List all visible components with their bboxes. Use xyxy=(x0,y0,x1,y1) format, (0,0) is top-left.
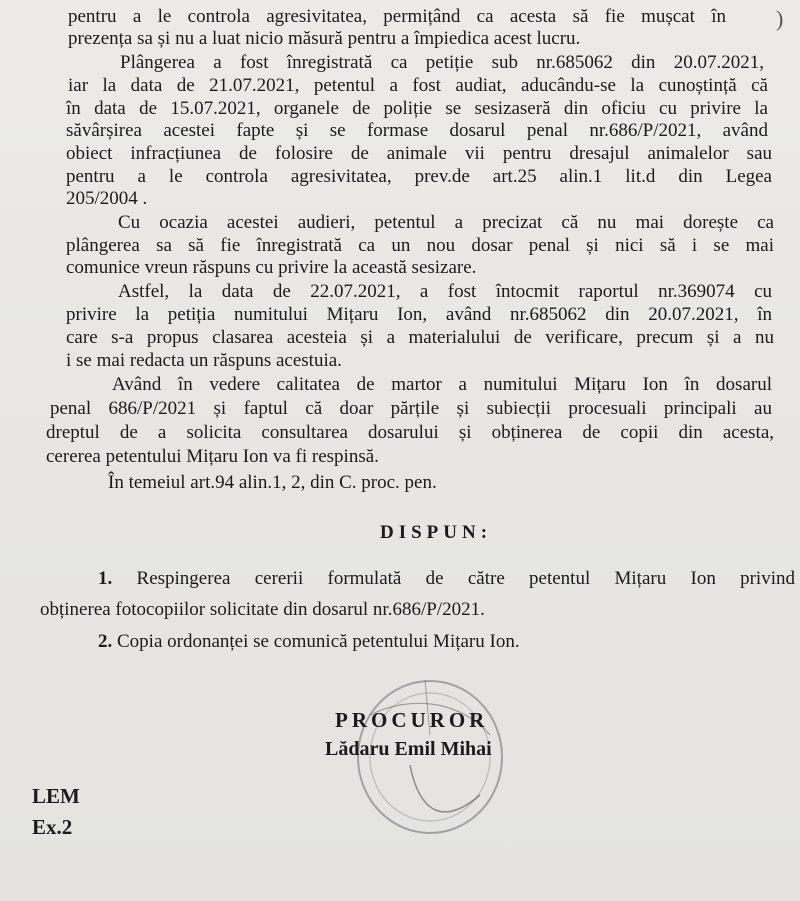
prosecutor-title: PROCUROR xyxy=(335,708,489,732)
text-line-12: comunice vreun răspuns cu privire la această sesizare. xyxy=(66,257,477,278)
text-line-21: În temeiul art.94 alin.1, 2, din C. proc. pen. xyxy=(108,472,437,493)
text-line-13: Astfel, la data de 22.07.2021, a fost întocmit raportul nr.369074 cu xyxy=(118,281,772,302)
decision-item-1 xyxy=(98,568,795,590)
text-line-9: 205/2004 . xyxy=(66,188,148,209)
decision-item-1-continuation: obținerea fotocopiilor solicitate din dosarul nr.686/P/2021. xyxy=(40,599,485,620)
text-line-11: plângerea sa să fie înregistrată ca un nou dosar penal și nici să i se mai xyxy=(66,235,774,256)
text-line-16: i se mai redacta un răspuns acestuia. xyxy=(66,350,342,371)
item-number: 1. xyxy=(98,568,113,589)
text-line-18: penal 686/P/2021 și faptul că doar părțile și subiecții procesuali principali au xyxy=(50,398,772,419)
text-line-7: obiect infracțiunea de folosire de animale vii pentru dresajul animalelor sau xyxy=(66,143,772,164)
item-text: Copia ordonanței se comunică petentului Mițaru Ion. xyxy=(117,631,520,652)
text-line-8: pentru a le controla agresivitatea, prev.de art.25 alin.1 lit.d din Legea xyxy=(66,166,772,187)
text-line-4: iar la data de 21.07.2021, petentul a fost audiat, aducându-se la cunoștință că xyxy=(68,75,768,96)
text-line-1: pentru a le controla agresivitatea, permițând ca acesta să fie mușcat în xyxy=(68,6,726,27)
text-line-2: prezența sa și nu a luat nicio măsură pentru a împiedica acest lucru. xyxy=(68,28,581,49)
copies-count: Ex.2 xyxy=(32,815,73,839)
decision-item-2 xyxy=(98,631,520,653)
text-line-19: dreptul de a solicita consultarea dosarului și obținerea de copii din acesta, xyxy=(46,422,774,443)
item-number: 2. xyxy=(98,631,113,652)
text-line-6: săvârșirea acestei fapte și se formase dosarul penal nr.686/P/2021, având xyxy=(66,120,768,141)
text-line-14: privire la petiția numitului Mițaru Ion, având nr.685062 din 20.07.2021, în xyxy=(66,304,772,325)
decision-heading: DISPUN: xyxy=(380,522,493,543)
margin-mark: ) xyxy=(776,6,784,31)
initials: LEM xyxy=(32,784,80,808)
text-line-20: cererea petentului Mițaru Ion va fi respinsă. xyxy=(46,446,379,467)
text-line-3: Plângerea a fost înregistrată ca petiție sub nr.685062 din 20.07.2021, xyxy=(120,52,764,73)
text-line-5: în data de 15.07.2021, organele de poliție se sesizaseră din oficiu cu privire la xyxy=(66,98,768,119)
prosecutor-name: Lădaru Emil Mihai xyxy=(325,738,492,760)
item-text: Respingerea cererii formulată de către petentul Mițaru Ion privind xyxy=(136,568,795,589)
text-line-10: Cu ocazia acestei audieri, petentul a precizat că nu mai dorește ca xyxy=(118,212,774,233)
text-line-17: Având în vedere calitatea de martor a numitului Mițaru Ion în dosarul xyxy=(112,374,772,395)
text-line-15: care s-a propus clasarea acesteia și a materialului de verificare, precum și a nu xyxy=(66,327,774,348)
